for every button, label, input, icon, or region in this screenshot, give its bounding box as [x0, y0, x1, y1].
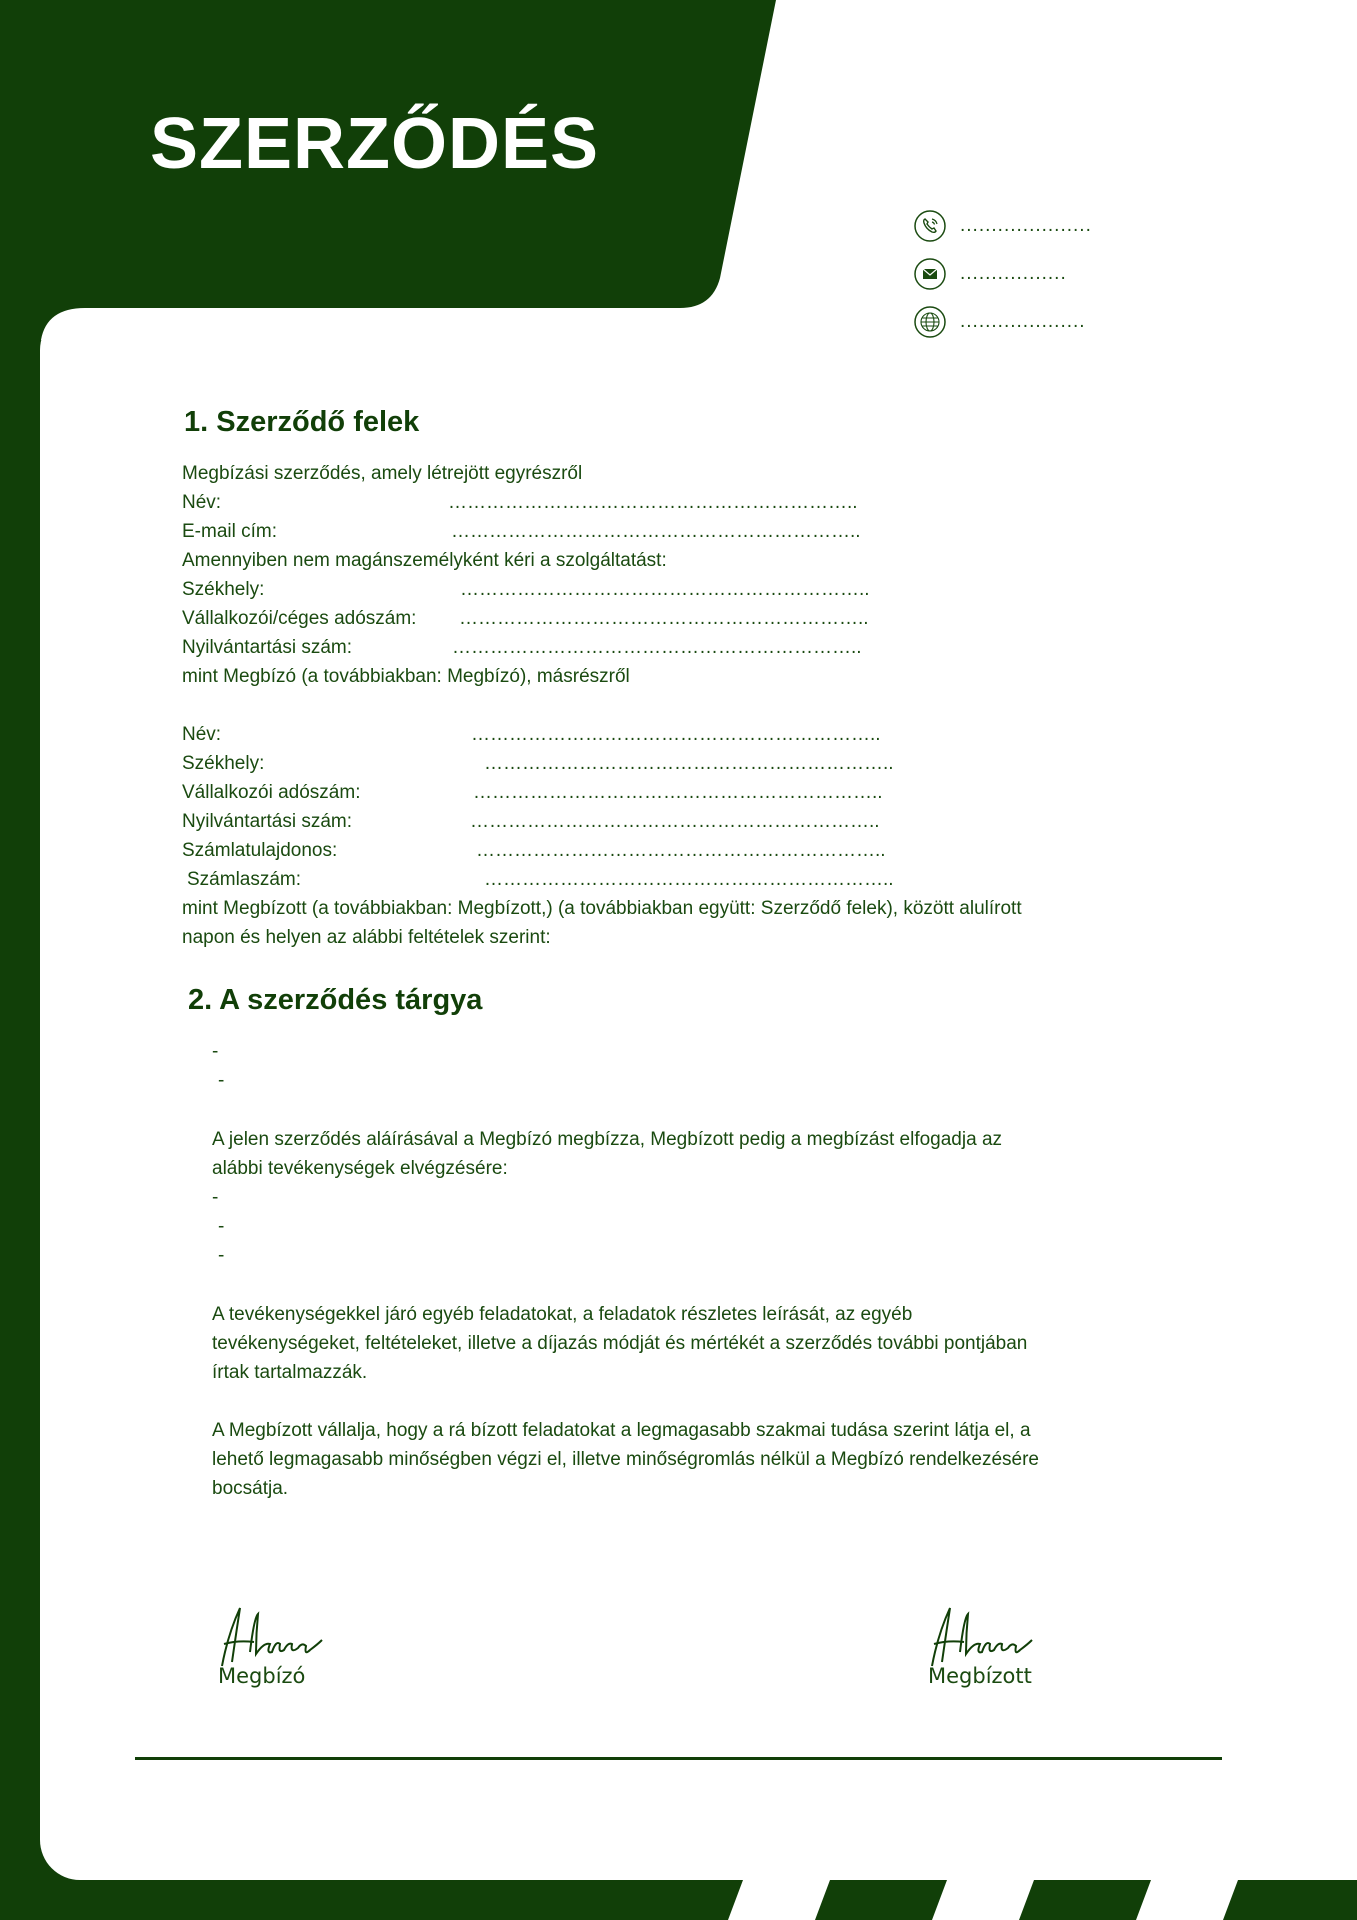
- signature-megbizo: [214, 1604, 324, 1670]
- party1-name-field: ………………………………………………………..: [448, 492, 858, 513]
- phone-icon: [914, 210, 946, 242]
- party2-seat-label: Székhely:: [182, 753, 265, 774]
- contact-phone-value: .....................: [960, 215, 1092, 236]
- party2-name-field: ………………………………………………………..: [471, 724, 881, 745]
- party2-holder-field: ………………………………………………………..: [476, 840, 886, 861]
- section1-heading: 1. Szerződő felek: [184, 406, 420, 438]
- subject-dash-1: -: [212, 1041, 219, 1062]
- para2-line2: tevékenységeket, feltételeket, illetve a díjazás módját és mértékét a szerződés további pontjában: [212, 1333, 1028, 1354]
- contact-web-value: ....................: [960, 311, 1086, 332]
- party1-seat-field: ………………………………………………………..: [460, 579, 870, 600]
- bottom-stripes: [0, 1880, 1357, 1920]
- party1-email-field: ………………………………………………………..: [451, 521, 861, 542]
- party2-account-field: ………………………………………………………..: [484, 869, 894, 890]
- party2-regno-label: Nyilvántartási szám:: [182, 811, 352, 832]
- party1-role: mint Megbízó (a továbbiakban: Megbízó), másrészről: [182, 666, 630, 687]
- globe-icon: [914, 306, 946, 338]
- party1-taxno-label: Vállalkozói/céges adószám:: [182, 608, 417, 629]
- party2-holder-label: Számlatulajdonos:: [182, 840, 338, 861]
- contact-web: [914, 306, 1214, 338]
- para3-line2: lehető legmagasabb minőségben végzi el, illetve minőségromlás nélkül a Megbízó rendelkezésére: [212, 1449, 1039, 1470]
- party1-seat-label: Székhely:: [182, 579, 265, 600]
- party1-taxno-field: ………………………………………………………..: [459, 608, 869, 629]
- activity-dash-2: -: [218, 1216, 225, 1237]
- para1-line2: alábbi tevékenységek elvégzésére:: [212, 1158, 508, 1179]
- party2-account-label: Számlaszám:: [187, 869, 302, 890]
- mail-icon: [914, 258, 946, 290]
- signature-megbizott: [924, 1604, 1034, 1670]
- party1-regno-label: Nyilvántartási szám:: [182, 637, 352, 658]
- contact-mail: [914, 258, 1214, 290]
- contact-phone: [914, 210, 1214, 242]
- party2-role-line1: mint Megbízott (a továbbiakban: Megbízott,) (a továbbiakban együtt: Szerződő felek), között alulírott: [182, 898, 1022, 919]
- page-title: SZERZŐDÉS: [150, 104, 600, 184]
- signature-megbizott-role: Megbízott: [928, 1664, 1032, 1688]
- para3-line1: A Megbízott vállalja, hogy a rá bízott feladatokat a legmagasabb szakmai tudása szerint látja el, a: [212, 1420, 1031, 1441]
- para2-line3: írtak tartalmazzák.: [212, 1362, 368, 1383]
- section2-heading: 2. A szerződés tárgya: [188, 984, 483, 1016]
- party2-role-line2: napon és helyen az alábbi feltételek szerint:: [182, 927, 551, 948]
- party1-email-label: E-mail cím:: [182, 521, 277, 542]
- footer-divider: [135, 1757, 1222, 1760]
- para1-line1: A jelen szerződés aláírásával a Megbízó megbízza, Megbízott pedig a megbízást elfogadja az: [212, 1129, 1003, 1150]
- signature-megbizo-role: Megbízó: [218, 1664, 306, 1688]
- para2-line1: A tevékenységekkel járó egyéb feladatokat, a feladatok részletes leírását, az egyéb: [212, 1304, 913, 1325]
- party2-name-label: Név:: [182, 724, 222, 745]
- activity-dash-1: -: [212, 1187, 219, 1208]
- para3-line3: bocsátja.: [212, 1478, 289, 1499]
- party2-taxno-field: ………………………………………………………..: [473, 782, 883, 803]
- party2-seat-field: ………………………………………………………..: [484, 753, 894, 774]
- company-note: Amennyiben nem magánszemélyként kéri a szolgáltatást:: [182, 550, 667, 571]
- section1-intro: Megbízási szerződés, amely létrejött egyrészről: [182, 463, 583, 484]
- party2-taxno-label: Vállalkozói adószám:: [182, 782, 361, 803]
- party1-regno-field: ………………………………………………………..: [452, 637, 862, 658]
- activity-dash-3: -: [218, 1245, 225, 1266]
- party1-name-label: Név:: [182, 492, 222, 513]
- contact-mail-value: .................: [960, 263, 1067, 284]
- subject-dash-2: -: [218, 1070, 225, 1091]
- party2-regno-field: ………………………………………………………..: [470, 811, 880, 832]
